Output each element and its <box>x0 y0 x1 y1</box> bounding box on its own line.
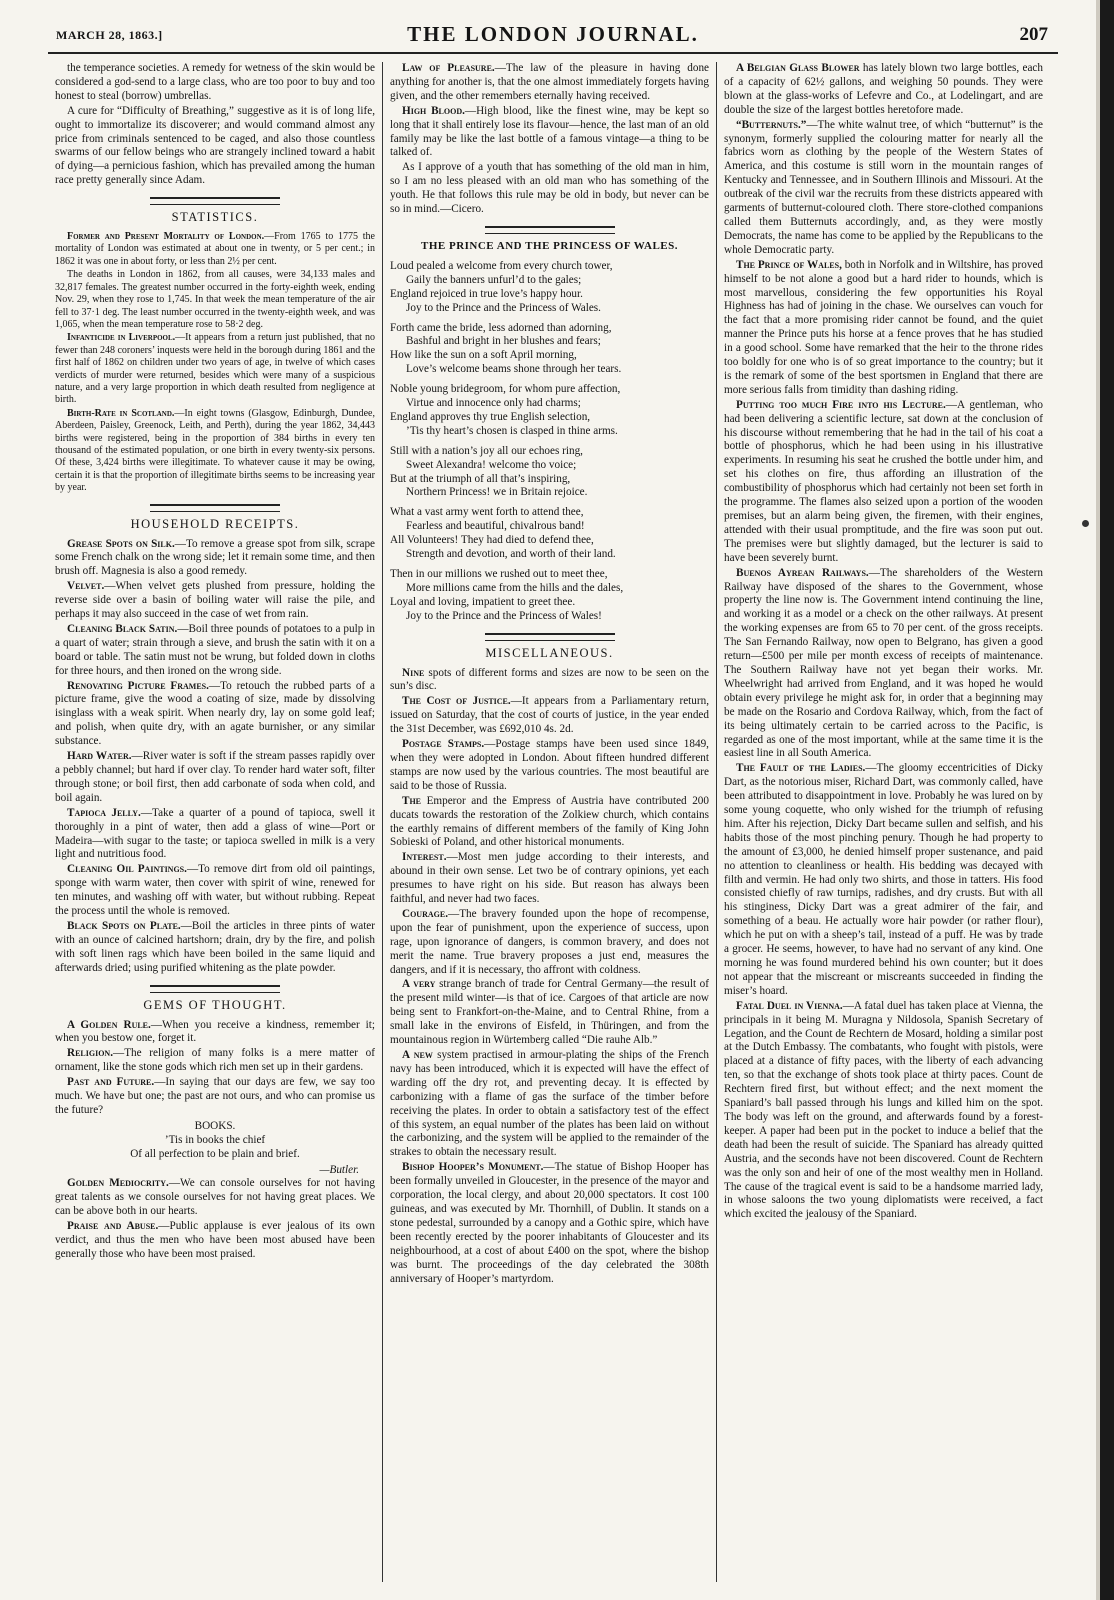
poem-line: Loud pealed a welcome from every church tower, <box>390 259 613 272</box>
article-lead: Past and Future. <box>67 1076 155 1089</box>
article-lead: Putting too much Fire into his Lecture. <box>736 398 946 411</box>
article-text: —Take a quarter of a pound of tapioca, swell it thoroughly in a pint of water, then add a glass of wine—Port or Madeira—with sugar to the taste; or tapioca swelled in milk is a very light and nutritious food. <box>55 806 375 861</box>
article-paragraph <box>390 1161 709 1286</box>
poem-stanza <box>390 506 709 562</box>
columns <box>48 62 1058 1582</box>
article-paragraph <box>55 231 375 268</box>
page-edge <box>1100 0 1114 1600</box>
column-2 <box>382 62 716 1582</box>
poem <box>390 260 709 624</box>
article-text: —The bravery founded upon the hope of recompense, upon the fear of punishment, upon the experience of success, upon rage, upon ignorance of dangers, is common bravery, and does not merit the name. True bravery proposes a just end, measures the dangers, and if it is necessary, tho affront with coldness. <box>390 907 709 976</box>
poem-line: England rejoiced in true love’s happy hour. <box>390 287 583 300</box>
gems-heading: GEMS OF THOUGHT. <box>143 997 287 1012</box>
article-paragraph <box>724 62 1043 118</box>
poem-line: Love’s welcome beams shone through her tears. <box>406 363 622 376</box>
article-text: —The religion of many folks is a mere matter of ornament, like the stone gods which rich men set up in their gardens. <box>55 1047 375 1074</box>
poem-line: Then in our millions we rushed out to meet thee, <box>390 568 608 580</box>
article-lead: Grease Spots on Silk. <box>67 537 175 550</box>
article-text: —The gloomy eccentricities of Dicky Dart, as the notorious miser, Richard Dart, was commonly called, have been attributed to disappointment in love. Probably he was lured on by some young coquette, who only wished for the triumph of refusing him. After his rejection, Dicky Dart became sullen and selfish, and his habits those of the most pinching penury. Though he had property to the amount of £3,000, he denied himself proper sustenance, and paid no attention to cleanliness or health. His bedding was decayed with filth and vermin. He had only two shirts, and those in tatters. His food consisted chiefly of raw turnips, radishes, and dry crusts. But with all his stinginess, Dicky Dart was a great admirer of the fair, and something of a beau. He actually wore hair powder (or rather flour), which he put on with a sheep’s tail, instead of a puff. He was by trade a grocer. He seems, however, to have had no servant of any kind. One morning he was found murdered behind his own counter; but it does not appear that the miscreant or miscreants succeeded in finding the miser’s hoard. <box>724 762 1043 997</box>
article-paragraph <box>724 399 1043 566</box>
poem-line: Sweet Alexandra! welcome tho voice; <box>406 458 577 471</box>
books-attribution: —Butler. <box>319 1163 359 1176</box>
article-lead: Law of Pleasure. <box>402 62 495 74</box>
article-text: —The statue of Bishop Hooper has been formally unveiled in Gloucester, in the presence of the mayor and corporation, the local clergy, and about 20,000 spectators. It cost 100 guineas, and was executed by Mr. Thornhill, of Dublin. It stands on a stone pedestal, surrounded by a canopy and a Gothic spire, which have been recently erected by the poorer inhabitants of Gloucester and its neighbourhood, at a cost of about £400 on the spot, where the bishop was burnt. The proceedings of the day celebrated the 308th anniversary of Hooper’s martyrdom. <box>390 1161 709 1285</box>
article-paragraph <box>55 920 375 976</box>
poem-heading: THE PRINCE AND THE PRINCESS OF WALES. <box>421 239 678 252</box>
gems-items <box>55 1019 375 1118</box>
article-lead: Praise and Abuse. <box>67 1220 159 1233</box>
gems-items-2 <box>55 1177 375 1261</box>
poem-stanza <box>390 260 709 316</box>
article-lead: The Prince of Wales, <box>736 258 842 271</box>
article-paragraph <box>55 680 375 750</box>
misc-heading: MISCELLANEOUS. <box>485 645 614 660</box>
article-paragraph <box>724 762 1043 998</box>
books-verse <box>55 1120 375 1162</box>
books-line: Of all perfection to be plain and brief. <box>130 1147 300 1160</box>
article-text: —The law of the pleasure in having done anything for another is, that the one almost immediately forgets having given, and the other remembers eternally having received. <box>390 62 710 102</box>
article-text: —The white walnut tree, of which “butternut” is the synonym, formerly supplied the colouring matter for nearly all the fabrics worn as clothing by the people of the Western States of America, and this costume is still worn in the mountain ranges of Kentucky and Tennessee, and in Southern Illinois and Missouri. At the outbreak of the civil war the recruits from these districts appeared with garments of butternut-coloured cloth. There store-clothed companions called them Butternuts accordingly, and, as they were mostly Democrats, the name has come to be applied by the Republicans to the whole Democratic party. <box>724 118 1043 256</box>
article-text: —To remove dirt from old oil paintings, sponge with warm water, then cover with spirit of wine, renewed for ten minutes, and washing off with water, but without rubbing. Repeat the process until the whole is removed. <box>55 863 375 918</box>
poem-line: Joy to the Prince and the Princess of Wales. <box>406 301 601 314</box>
article-text: —Boil three pounds of potatoes to a pulp in a quart of water; strain through a sieve, and brush the satin with it on a board or table. The satin must not be wrung, but folded down in cloths for three hours, and then ironed on the wrong side. <box>55 622 375 677</box>
article-text: —It appears from a Parliamentary return, issued on Saturday, that the cost of courts of justice, in the year ended the 31st December, was £692,010 4s. 2d. <box>390 695 709 736</box>
poem-line: Forth came the bride, less adorned than adorning, <box>390 321 612 334</box>
article-lead: Postage Stamps. <box>402 738 485 751</box>
article-text: —When velvet gets plushed from pressure, holding the reverse side over a basin of boiling water will raise the pile, and perhaps it may also succeed in the case of wet from rain. <box>55 580 375 621</box>
poem-line: Joy to the Prince and the Princess of Wales! <box>406 609 602 622</box>
article-lead: Cleaning Oil Paintings. <box>67 863 187 876</box>
article-paragraph <box>55 1177 375 1219</box>
article-lead: The <box>402 794 422 807</box>
article-text: —High blood, like the finest wine, may be kept so long that it shall entirely lose its flavour—hence, the last man of an old family may be like the last bottle of a famous vintage—a thing to be talked of. <box>390 104 710 159</box>
article-paragraph <box>390 1049 709 1160</box>
poem-line: Bashful and bright in her blushes and fears; <box>406 335 601 348</box>
article-lead: Former and Present Mortality of London. <box>67 231 265 243</box>
books-line: ’Tis in books the chief <box>164 1133 266 1146</box>
article-lead: Tapioca Jelly. <box>67 806 141 819</box>
article-text: —Postage stamps have been used since 1849, when they were adopted in London. About fifteen hundred different stamps are now used by the various countries. The most beautiful are said to be those of Russia. <box>390 738 709 792</box>
article-lead: Courage. <box>402 907 448 920</box>
article-lead: Black Spots on Plate. <box>67 919 181 932</box>
article-paragraph <box>724 119 1043 258</box>
article-paragraph <box>55 62 375 104</box>
ink-spot <box>1082 520 1089 527</box>
poem-line: Still with a nation’s joy all our echoes ring, <box>390 444 583 457</box>
household-items <box>55 538 375 976</box>
article-text: —A fatal duel has taken place at Vienna, the principals in it being M. Muragna y Nildosola, Spanish Secretary of Legation, and the Count de Rechtern de Mosard, holding a similar post at the Dutch Embassy. The combatants, who fought with pistols, were placed at a distance of fifty paces, with the liberty of each advancing ten, so that the exchange of shots took place at thirty paces. Count de Rechtern fired first, but without effect; and the next moment the Spaniard’s ball passed through his lungs and killed him on the spot. The body was left on the ground, and afterwards found by a forest-keeper. A paper had been put in the pocket to induce a belief that the death had been the result of suicide. The Spaniard has already quitted Austria, and the seconds have not been discovered. Count de Rechtern was the only son and heir of one of the most wealthy men in Holland. The cause of the tragical event is said to be a handsome married lady, in whose saloons the two young diplomatists were received, a fact which excited the jealousy of the Spaniard. <box>724 999 1043 1221</box>
poem-line: Strength and devotion, and worth of their land. <box>406 548 616 561</box>
poem-stanza <box>390 568 709 624</box>
article-paragraph <box>55 1047 375 1075</box>
books-title: BOOKS. <box>194 1119 236 1132</box>
article-text: —When you receive a kindness, remember it; when you bestow one, forget it. <box>55 1018 375 1045</box>
article-text: —From 1765 to 1775 the mortality of London was estimated at about one in twenty, or 5 per cent.; in 1862 it was one in about forty, or less than 2½ per cent. <box>55 231 375 267</box>
newspaper-page <box>48 22 1058 1582</box>
article-lead: A very <box>402 978 436 991</box>
article-paragraph <box>724 567 1043 762</box>
article-text: —Most men judge according to their interests, and abound in their own sense. Let two be of contrary opinions, yet each presumes to have right on his side. But reason has always been faithful, and never had two faces. <box>390 851 709 906</box>
article-paragraph <box>390 105 709 161</box>
issue-date: MARCH 28, 1863.] <box>56 28 163 42</box>
article-paragraph <box>390 161 709 217</box>
article-text: —Boil the articles in three pints of water with an ounce of calcined hartshorn; drain, dry by the fire, and polish with soft linen rags which have been boiled in the same liquid and afterwards dried; using purified whitening as the plate powder. <box>55 919 375 974</box>
article-text: —In eight towns (Glasgow, Edinburgh, Dundee, Aberdeen, Paisley, Greenock, Leith, and Perth), during the year 1862, 34,443 births were registered, being in the proportion of 384 births in every ten thousand of the estimated population, or one birth in every twenty-six persons. Of these, 3,424 births were illegitimate. To whatever cause it may be owing, certain it is that the proportion of illegitimate births seems to be increasing year by year. <box>55 407 375 494</box>
article-text: The deaths in London in 1862, from all causes, were 34,133 males and 32,817 females. The greatest number occurred in the forty-eighth week, ending Nov. 29, when they rose to 1,745. In that week the mean temperature of the air fell to 37·1 deg. The least number occurred in the twenty-eighth week, and was 1,065, when the mean temperature rose to 58·2 deg. <box>55 269 375 330</box>
article-paragraph <box>55 580 375 622</box>
poem-line: Noble young bridegroom, for whom pure affection, <box>390 383 621 396</box>
article-text: —We can console ourselves for not having great talents as we console ourselves for not having great places. We can be above both in our hearts. <box>55 1177 375 1218</box>
article-lead: Infanticide in Liverpool. <box>67 332 176 344</box>
poem-line: All Volunteers! They had died to defend thee, <box>390 534 594 547</box>
poem-line: Gaily the banners unfurl’d to the gales; <box>406 273 582 286</box>
poem-line: Loyal and loving, impatient to greet thee. <box>390 595 576 608</box>
article-lead: Buenos Ayrean Railways. <box>736 566 869 579</box>
article-text: —It appears from a return just published, that no fewer than 248 coroners’ inquests were held in the borough during 1861 and the first half of 1862 on children under two years of age, in twelve of which cases verdicts of murder were returned, besides which were many of a suspicious nature, and a very large proportion in which death resulted from negligence at birth. <box>55 332 376 406</box>
article-paragraph <box>390 851 709 907</box>
article-paragraph <box>55 1019 375 1047</box>
poem-line: Fearless and beautiful, chivalrous band! <box>406 520 585 533</box>
article-lead: Birth-Rate in Scotland. <box>67 407 175 419</box>
article-paragraph <box>390 908 709 978</box>
article-lead: “Butternuts.” <box>736 118 807 131</box>
article-paragraph <box>390 738 709 794</box>
article-paragraph <box>390 695 709 737</box>
article-lead: A new <box>402 1049 433 1061</box>
article-text: spots of different forms and sizes are now to be seen on the sun’s disc. <box>390 666 709 693</box>
article-text: —Public applause is ever jealous of its own verdict, and thus the men who have been most abused have been generally those who have been most praised. <box>55 1220 375 1260</box>
statistics-items <box>55 231 375 495</box>
article-lead: Velvet. <box>67 580 105 593</box>
article-lead: The Cost of Justice. <box>402 695 511 708</box>
article-paragraph <box>55 623 375 679</box>
article-text: As I approve of a youth that has something of the old man in him, so I am no less pleased with an old man who has something of the youth. He that follows this rule may be old in body, but never can be so in mind.—Cicero. <box>390 161 709 216</box>
section-rule <box>150 985 280 993</box>
article-paragraph <box>55 807 375 863</box>
poem-line: But at the triumph of all that’s inspiring, <box>390 472 571 485</box>
article-lead: A Belgian Glass Blower <box>736 62 860 74</box>
statistics-heading: STATISTICS. <box>171 210 259 225</box>
article-paragraph <box>390 795 709 851</box>
poem-stanza <box>390 322 709 378</box>
article-paragraph <box>55 538 375 580</box>
maxims <box>390 62 709 217</box>
article-lead: Golden Mediocrity. <box>67 1177 169 1190</box>
article-paragraph <box>55 408 375 495</box>
article-lead: Interest. <box>402 851 447 864</box>
article-paragraph <box>55 332 375 406</box>
poem-line: England approves thy true English selection, <box>390 410 591 423</box>
poem-stanza <box>390 445 709 501</box>
article-paragraph <box>724 1000 1043 1223</box>
article-text: —To retouch the rubbed parts of a picture frame, give the wood a coating of size, made by dissolving isinglass with a weak spirit. When nearly dry, lay on some gold leaf; and polish, when quite dry, with an agate burnisher, or any similar substance. <box>55 679 375 748</box>
poem-line: More millions came from the hills and the dales, <box>406 581 624 594</box>
article-paragraph <box>390 62 709 104</box>
article-text: —In saying that our days are few, we say too much. We have but one; the past are not ours, and who can promise us the future? <box>55 1076 375 1116</box>
article-paragraph <box>55 1220 375 1262</box>
household-heading: HOUSEHOLD RECEIPTS. <box>130 516 300 531</box>
article-lead: Hard Water. <box>67 750 132 763</box>
poem-stanza <box>390 383 709 439</box>
article-text: —A gentleman, who had been delivering a scientific lecture, sat down at the conclusion of his discourse without remembering that he had in the tail of his coat a bottle of phosphorus, which he had been using in his illustrative experiments. In resuming his seat he crushed the bottle under him, and set his clothes on fire, thus affording an illustration of the combustibility of phosphorus which had certainly not been set forth in the programme. The flames also seized upon a portion of the wooden premises, but an alarm being given, the firemen, with their engines, attended with their usual promptitude, and the fire was soon put out. The premises were but slightly damaged, but the lecturer is said to have been severely burnt. <box>724 398 1043 564</box>
article-paragraph <box>390 667 709 695</box>
article-lead: Nine <box>402 666 425 679</box>
section-rule <box>150 504 280 512</box>
article-text: has lately blown two large bottles, each of a capacity of 62½ gallons, and weighing 50 pounds. They were blown at the glass-works of Lefevre and Co., at Lodelingart, and are double the size of the largest bottles heretofore made. <box>724 62 1043 116</box>
article-text: system practised in armour-plating the ships of the French navy has been introduced, which it is expected will have the effect of warding off the dry rot, and preventing decay. It is effected by carbonizing with a flame of gas the surface of the timber before receiving the plates. In order to obtain a satisfactory test of the effect of this system, an equal number of the plates has been laid on without the carbonizing, and the system will be applied to the remainder of the strakes to obtain the necessary result. <box>390 1049 709 1159</box>
column-3-items <box>724 62 1043 1222</box>
poem-line: What a vast army went forth to attend thee, <box>390 506 584 519</box>
article-lead: Religion. <box>67 1047 113 1060</box>
article-lead: Fatal Duel in Vienna. <box>736 999 843 1012</box>
article-paragraph <box>55 863 375 919</box>
journal-title: THE LONDON JOURNAL. <box>407 22 699 46</box>
article-paragraph <box>55 105 375 188</box>
article-lead: The Fault of the Ladies. <box>736 762 866 775</box>
poem-line: ’Tis thy heart’s chosen is clasped in thine arms. <box>406 424 618 437</box>
intro-paragraphs <box>55 62 375 188</box>
poem-line: Virtue and innocence only had charms; <box>406 397 581 410</box>
section-rule <box>485 633 615 641</box>
article-text: Emperor and the Empress of Austria have contributed 200 ducats towards the restoration of the Zolkiew church, which contains the earthly remains of different members of the family of King John Sobieski of Poland, and other historical monuments. <box>390 794 709 849</box>
article-text: strange branch of trade for Central Germany—the result of the present mild winter—is that of ice. Cargoes of that article are now being sent to Frankfort-on-the-Maine, and to Central Rhine, from a small lake in the environs of Eisfeld, in Thüringen, and from the mountainous region in Würtemberg called “Die rauhe Alb.” <box>390 978 709 1047</box>
article-paragraph <box>724 259 1043 398</box>
poem-line: Northern Princess! we in Britain rejoice. <box>406 486 588 499</box>
article-lead: Bishop Hooper’s Monument. <box>402 1161 544 1174</box>
article-lead: High Blood. <box>402 104 465 117</box>
article-text: both in Norfolk and in Wiltshire, has proved himself to be not alone a good but a hard rider to hounds, which is most marvellous, considering the few opportunities his Royal Highness has had of joining in the chase. We ourselves can vouch for the fact that a more promising rider cannot be found, and the quiet manner the Prince puts his horse at a fence proves that he has studied in a good school. Some have remarked that the heir to the throne rides too boldly for one who is of so great importance to the country; but it is the remark of some of the best sportsmen in England that there are more serious falls from timidity than dashing riding. <box>724 258 1043 396</box>
article-text: —River water is soft if the stream passes rapidly over a pebbly channel; but hard if over clay. To render hard water soft, filter through stone; or boil first, then add carbonate of soda when cold, and boil again. <box>55 750 375 804</box>
article-lead: Renovating Picture Frames. <box>67 679 209 692</box>
misc-items <box>390 667 709 1287</box>
article-lead: A Golden Rule. <box>67 1018 151 1031</box>
article-text: the temperance societies. A remedy for wetness of the skin would be considered a god-send to a large class, who are too poor to buy and too honest to steal (borrow) umbrellas. <box>55 62 375 102</box>
article-paragraph <box>55 269 375 331</box>
column-1 <box>48 62 382 1582</box>
column-3 <box>716 62 1050 1582</box>
article-text: —The shareholders of the Western Railway have disposed of the shares to the Government, whose property the line now is. The Government intend continuing the line, and working it as a model or a check on the other railways. At present the working expenses are from 65 to 70 per cent. of the gross receipts. The San Fernando Railway, now open to Belgrano, has given a good return—£500 per mile per month excess of receipts of maintenance. The Southern Railway have not yet began their works. Mr. Wheelwright had arrived from England, and it was hoped he would obtain every privilege he might ask for, in order that a beginning may be made on the Rosario and Cordova Railway, which, from the fact of its being ultimately certain to be carried across to the Pacific, is regarded as one of the most important, while at the same time it is the easiest line in all South America. <box>724 566 1044 760</box>
article-lead: Cleaning Black Satin. <box>67 622 178 635</box>
article-paragraph <box>390 978 709 1048</box>
page-number: 207 <box>1019 24 1048 45</box>
section-rule <box>150 197 280 205</box>
article-text: —To remove a grease spot from silk, scrape some French chalk on the wrong side; let it remain some time, and then brush off. Magnesia is also a good remedy. <box>55 537 376 578</box>
section-rule <box>485 226 615 234</box>
article-text: A cure for “Difficulty of Breathing,” suggestive as it is of long life, ought to immortalize its discoverer; and would command almost any price from criminals sentenced to be caged, and also those countless swarms of our fellow beings who are strangely inclined toward a habit of dying—a pernicious fashion, which has prevailed among the human race pretty generally since Adam. <box>55 104 375 187</box>
article-paragraph <box>55 750 375 806</box>
poem-line: How like the sun on a soft April morning, <box>390 349 577 362</box>
masthead <box>48 22 1058 54</box>
article-paragraph <box>55 1076 375 1118</box>
